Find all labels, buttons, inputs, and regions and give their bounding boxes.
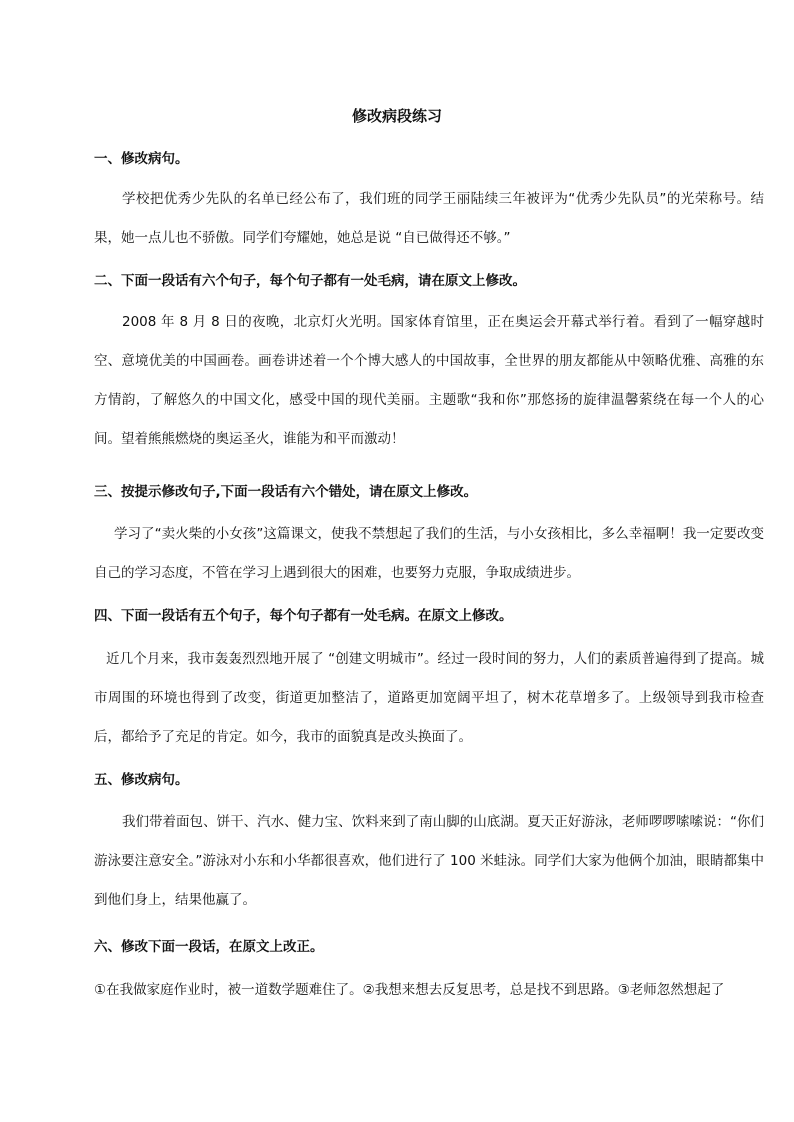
section-3-paragraph: 学习了“卖火柴的小女孩”这篇课文，使我不禁想起了我们的生活，与小女孩相比，多么幸福啊！我一定要改变自己的学习态度，不管在学习上遇到很大的困难，也要努力克服，争取成绩进步。	[94, 526, 764, 581]
section-4-heading: 四、下面一段话有五个句子，每个句子都有一处毛病。在原文上修改。	[94, 608, 513, 624]
section-2-heading: 二、下面一段话有六个句子，每个句子都有一处毛病，请在原文上修改。	[94, 273, 526, 289]
section-1-paragraph: 学校把优秀少先队的名单已经公布了，我们班的同学王丽陆续三年被评为“优秀少先队员”的光荣称号。结果，她一点儿也不骄傲。同学们夸耀她，她总是说 “自已做得还不够。”	[94, 191, 764, 246]
section-5-heading: 五、修改病句。	[94, 772, 189, 788]
section-6-heading: 六、修改下面一段话，在原文上改正。	[94, 939, 324, 955]
section-6-paragraph: ①在我做家庭作业时，被一道数学题难住了。②我想来想去反复思考，总是找不到思路。③老师忽然想起了	[94, 982, 725, 998]
section-1-heading: 一、修改病句。	[94, 151, 189, 167]
section-2-paragraph: 2008 年 8 月 8 日的夜晚，北京灯火光明。国家体育馆里，正在奥运会开幕式举行着。看到了一幅穿越时空、意境优美的中国画卷。画卷讲述着一个个博大感人的中国故事，全世界的朋友都能从中领略优雅、高雅的东方情韵，了解悠久的中国文化，感受中国的现代美丽。主题歌“我和你”那悠扬的旋律温馨萦绕在每一个人的心间。望着熊熊燃烧的奥运圣火，谁能为和平而激动！	[94, 314, 764, 447]
page-title: 修改病段练习	[351, 107, 442, 125]
section-4-paragraph: 近几个月来，我市轰轰烈烈地开展了 “创建文明城市”。经过一段时间的努力，人们的素质普遍得到了提高。城市周围的环境也得到了改变，街道更加整洁了，道路更加宽阔平坦了，树木花草增多了。上级领导到我市检查后，都给予了充足的肯定。如今，我市的面貌真是改头换面了。	[94, 651, 764, 745]
section-5-paragraph: 我们带着面包、饼干、汽水、健力宝、饮料来到了南山脚的山底湖。夏天正好游泳，老师啰啰嗦嗦说：“你们游泳要注意安全。”游泳对小东和小华都很喜欢，他们进行了 100 米蛙泳。同学们大家为他俩个加油，眼睛都集中到他们身上，结果他赢了。	[94, 814, 764, 908]
section-3-heading: 三、按提示修改句子,下面一段话有六个错处，请在原文上修改。	[94, 484, 478, 500]
